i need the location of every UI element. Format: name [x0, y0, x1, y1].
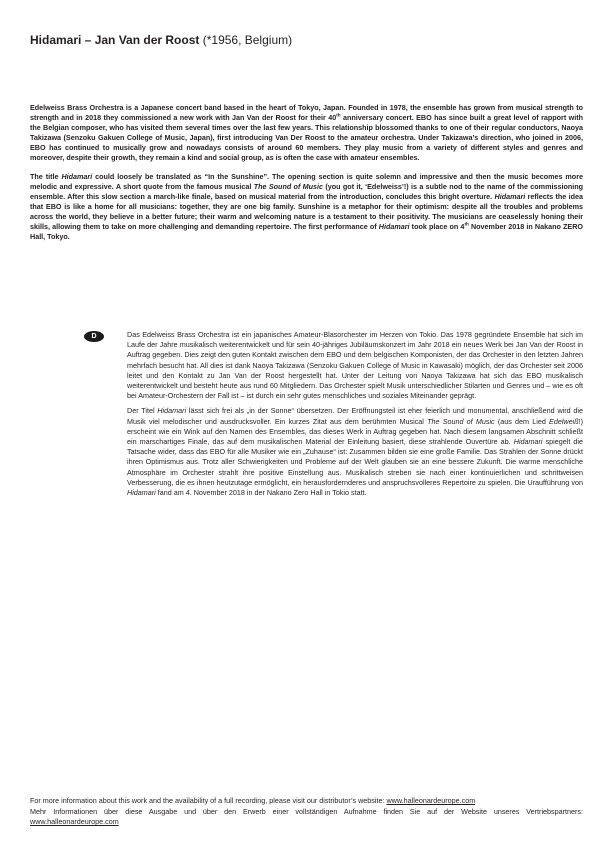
- footer: [30, 796, 583, 828]
- german-text-column: [127, 330, 583, 503]
- footer-german-link-line: [30, 817, 583, 828]
- footer-english-text: For more information about this work and the availability of a full recording, please visit our distributor’s website:: [30, 796, 387, 805]
- german-paragraph-2: Der Titel Hidamari lässt sich frei als „in der Sonne“ übersetzen. Der Eröffnungsteil ist eher feierlich und monumental, anschließend wird die Musik viel melodischer und ausdrucksvoller. Ein kurzes Zitat aus dem berühmten Musical The Sound of Music (aus dem Lied Edelweiß!) erscheint wie ein Wink auf den Namen des Ensembles, das dieses Werk in Auftrag gegeben hat. Nach diesem langsamen Abschnitt schließt ein marschartiges Finale, das auf dem musikalischen Material der Einleitung basiert, diese strahlende Ouvertüre ab. Hidamari spiegelt die Tatsache wider, dass das EBO für alle Musiker wie ein „Zuhause“ ist: Zusammen bilden sie eine große Familie. Das Strahlen der Sonne drückt ihren Optimismus aus. Trotz aller Schwierigkeiten und Probleme auf der Welt glauben sie an eine bessere Zukunft. Die warme menschliche Atmosphäre im Orchester strahlt ihre positive Einstellung aus. Musikalisch streben sie nach einer kontinuierlichen und schrittweisen Verbesserung, die es ihnen heutzutage ermöglicht, ein herausfordernderes und anspruchsvolleres Repertoire zu spielen. Die Uraufführung von Hidamari fand am 4. November 2018 in der Nakano Zero Hall in Tokio statt.: [127, 406, 584, 498]
- footer-german-text: Mehr Informationen über diese Ausgabe und über den Erwerb einer vollständigen Aufnahme finden Sie auf der Website unseres Vertriebspartners:: [30, 806, 583, 816]
- footer-german-line: [30, 807, 583, 818]
- german-program-notes: [84, 330, 583, 503]
- english-paragraph-2: The title Hidamari could loosely be translated as “In the Sunshine”. The opening section is quite solemn and impressive and then the music becomes more melodic and expressive. A short quote from the famous musical The Sound of Music (you got it, ‘Edelweiss’!) is a subtle nod to the name of the commissioning ensemble. After this slow section a march-like finale, based on musical material from the introduction, concludes this bright overture. Hidamari reflects the idea that EBO is like a home for all musicians: together, they are one big family. Sunshine is a metaphor for their optimism: despite all the troubles and problems across the world, they believe in a better future; their warm and welcoming nature is a testament to their positivity. The musicians are ceaselessly honing their skills, allowing them to take on more challenging and demanding repertoire. The first performance of Hidamari took place on 4th November 2018 in Nakano ZERO Hall, Tokyo.: [30, 172, 584, 241]
- distributor-website-link-de[interactable]: www.halleonardeurope.com: [30, 817, 119, 826]
- german-paragraph-1: Das Edelweiss Brass Orchestra ist ein japanisches Amateur-Blasorchester im Herzen von Tokio. Das 1978 gegründete Ensemble hat sich im Laufe der Jahre musikalisch weiterentwickelt und für sein 40-jähriges Jubiläumskonzert im Jahr 2018 ein neues Werk bei Jan Van der Roost in Auftrag gegeben. Dies zeigt den guten Kontakt zwischen dem EBO und dem belgischen Komponisten, der das Orchester in den letzten Jahren mehrfach besucht hat. All dies ist dank Naoya Takizawa (Senzoku Gakuen College of Music in Kawasaki) möglich, der das Orchester seit 2006 leitet und den Kontakt zu Jan Van der Roost hergestellt hat. Unter der Leitung von Naoya Takizawa hat sich das EBO musikalisch weiterentwickelt und besteht heute aus rund 60 Mitgliedern. Das Orchester spielt Musik unterschiedlicher Stilarten und Genres und – wie es oft bei Amateur-Orchestern der Fall ist – ist durch ein sehr gutes menschliches und soziales Miteinander geprägt.: [127, 330, 583, 401]
- footer-english-line: [30, 796, 583, 807]
- work-title: Hidamari – Jan Van der Roost: [30, 33, 200, 47]
- english-paragraph-1: Edelweiss Brass Orchestra is a Japanese concert band based in the heart of Tokyo, Japan. Founded in 1978, the ensemble has grown from musical strength to strength and in 2018 they commissioned a new work with Jan Van der Roost for their 40th anniversary concert. EBO has since built a great level of rapport with the Belgian composer, who has visited them several times over the last few years. This relationship blossomed thanks to one of their regular conductors, Naoya Takizawa (Senzoku Gakuen College of Music, Japan), first introducing Van Der Roost to the amateur orchestra. Under Takizawa’s direction, who joined in 2006, EBO has continued to musically grow and nowadays consists of around 60 members. They play music from a variety of different styles and genres and moreover, despite their growth, they remain a kind and social group, as is often the case with amateur ensembles.: [30, 103, 583, 162]
- english-program-notes: [30, 103, 583, 251]
- page-title: [30, 33, 583, 47]
- german-language-badge-label: D: [91, 333, 97, 340]
- distributor-website-link-en[interactable]: www.halleonardeurope.com: [386, 796, 476, 805]
- german-language-badge: [84, 331, 104, 342]
- composer-info: (*1956, Belgium): [199, 33, 293, 47]
